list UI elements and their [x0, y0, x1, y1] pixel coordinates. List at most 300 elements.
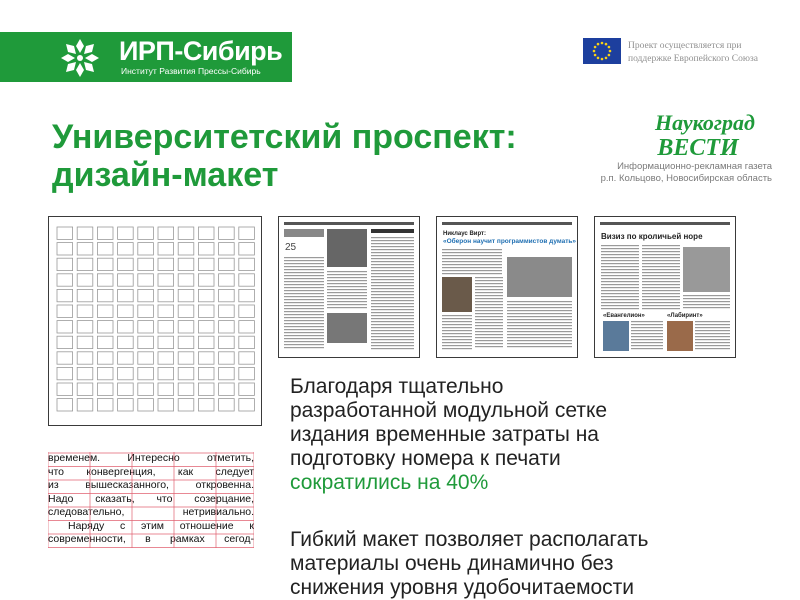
grid-module [239, 352, 255, 364]
text-line [695, 348, 730, 349]
text-line [475, 307, 503, 308]
grid-module [178, 399, 194, 411]
text-line [642, 287, 680, 288]
text-line [475, 301, 503, 302]
eu-star-icon [601, 42, 604, 45]
grid-module [77, 352, 93, 364]
grid-module [97, 227, 113, 239]
body-line: материалы очень динамично без [290, 552, 614, 575]
grid-module [239, 289, 255, 301]
grid-module [118, 367, 134, 379]
text-line [371, 249, 414, 250]
text-line [371, 324, 414, 325]
text-line [475, 337, 503, 338]
grid-module [158, 258, 174, 270]
text-line [371, 309, 414, 310]
grid-module [118, 352, 134, 364]
text-line [631, 342, 663, 343]
text-line [695, 327, 730, 328]
eu-star-icon [608, 46, 611, 49]
grid-module [118, 289, 134, 301]
newspaper-caption-line: Информационно-рекламная газета [617, 161, 772, 172]
grid-module [198, 399, 214, 411]
grid-module [198, 243, 214, 255]
grid-module [118, 243, 134, 255]
grid-module [138, 274, 154, 286]
text-line [475, 289, 503, 290]
grid-module [158, 227, 174, 239]
text-line [642, 263, 680, 264]
text-line [284, 317, 324, 318]
grid-module [198, 352, 214, 364]
text-line [442, 252, 502, 253]
text-line [475, 313, 503, 314]
text-line [631, 339, 663, 340]
grid-module [219, 399, 235, 411]
grid-module [118, 321, 134, 333]
text-line [284, 341, 324, 342]
grid-module [57, 289, 73, 301]
text-line [601, 281, 639, 282]
text-line [371, 285, 414, 286]
grid-module [219, 305, 235, 317]
grid-module [219, 289, 235, 301]
sample-text-line: временем. Интересно отметить, [48, 452, 254, 464]
text-line [442, 345, 472, 346]
text-line [642, 305, 680, 306]
text-line [507, 340, 572, 341]
text-line [327, 298, 367, 299]
text-line [601, 308, 639, 309]
text-line [683, 301, 730, 302]
text-line [371, 297, 414, 298]
text-line [371, 342, 414, 343]
text-line [284, 308, 324, 309]
grid-module [97, 258, 113, 270]
text-line [642, 275, 680, 276]
svg-text:«Оберон научит программистов д: «Оберон научит программистов думать» [443, 238, 577, 245]
text-line [442, 321, 472, 322]
grid-module [239, 227, 255, 239]
grid-module [239, 243, 255, 255]
grid-module [239, 321, 255, 333]
text-line [475, 295, 503, 296]
text-line [642, 266, 680, 267]
eu-star-icon [593, 50, 596, 53]
sample-text-line: Наряду с этим отношение к [68, 519, 254, 532]
grid-module [138, 227, 154, 239]
text-line [371, 288, 414, 289]
text-line [631, 336, 663, 337]
text-line [284, 305, 324, 306]
eu-star-icon [609, 50, 612, 53]
grid-module [77, 336, 93, 348]
grid-module [77, 321, 93, 333]
grid-module [178, 367, 194, 379]
text-line [371, 300, 414, 301]
text-line [371, 282, 414, 283]
text-line [284, 323, 324, 324]
text-line [642, 251, 680, 252]
newspaper-caption [560, 161, 772, 185]
text-line [507, 316, 572, 317]
text-line [371, 315, 414, 316]
body-paragraph-1 [290, 375, 770, 495]
newspaper-caption-line: р.п. Кольцово, Новосибирская область [600, 173, 772, 184]
sample-text-line: Надо сказать, что созерцание, [48, 492, 254, 505]
newspaper-logo-bottom: ВЕСТИ [657, 135, 739, 160]
text-line [695, 324, 730, 325]
text-line [284, 257, 324, 258]
eu-text-line: Проект осуществляется при [628, 41, 742, 51]
text-line [507, 310, 572, 311]
irp-logo-icon [58, 36, 102, 80]
grid-module [178, 383, 194, 395]
text-line [442, 267, 502, 268]
text-line [371, 246, 414, 247]
grid-module [178, 305, 194, 317]
text-line [475, 304, 503, 305]
grid-module [77, 227, 93, 239]
grid-module [239, 367, 255, 379]
text-line [475, 316, 503, 317]
text-line [371, 264, 414, 265]
text-line [601, 296, 639, 297]
text-line [284, 329, 324, 330]
logo-name: ИРП-Сибирь [119, 36, 283, 66]
grid-module [97, 352, 113, 364]
body-line: Благодаря тщательно [290, 375, 504, 398]
text-line [475, 319, 503, 320]
sample-text-line: что конвергенция, как следует [48, 465, 254, 478]
text-line [631, 345, 663, 346]
text-line [327, 289, 367, 290]
text-line [683, 304, 730, 305]
thumbnail-caption: «Евангелион» [603, 313, 645, 319]
text-line [327, 277, 367, 278]
grid-module [118, 383, 134, 395]
grid-module [158, 383, 174, 395]
text-line [327, 271, 367, 272]
text-line [642, 284, 680, 285]
grid-module [239, 274, 255, 286]
text-line [683, 295, 730, 296]
text-line [601, 248, 639, 249]
baseline-grid-overlay [48, 452, 254, 548]
grid-module [138, 258, 154, 270]
text-line [327, 295, 367, 296]
body-accent-line: сократились на 40% [290, 471, 489, 494]
sample-text-line: из вышесказанного, откровенна. [48, 479, 254, 491]
text-line [475, 331, 503, 332]
text-line [507, 331, 572, 332]
grid-module [178, 336, 194, 348]
body-line: снижения уровня удобочитаемости [290, 576, 635, 599]
grid-module [178, 243, 194, 255]
grid-module [219, 274, 235, 286]
text-line [371, 321, 414, 322]
text-line [475, 292, 503, 293]
text-line [601, 305, 639, 306]
newspaper-page-thumbnail [436, 216, 578, 358]
text-line [442, 342, 472, 343]
grid-module [77, 399, 93, 411]
text-line [284, 284, 324, 285]
text-line [371, 291, 414, 292]
text-line [601, 245, 639, 246]
text-line [507, 313, 572, 314]
grid-module [239, 336, 255, 348]
grid-module [77, 289, 93, 301]
text-line [442, 348, 472, 349]
newspaper-logo [638, 108, 772, 160]
text-line [507, 328, 572, 329]
grid-module [57, 321, 73, 333]
page-preview-1 [279, 217, 419, 357]
text-line [371, 312, 414, 313]
text-line [475, 346, 503, 347]
grid-module [57, 274, 73, 286]
baseline-grid-sample [48, 452, 254, 548]
text-line [642, 269, 680, 270]
text-line [371, 306, 414, 307]
text-line [327, 274, 367, 275]
grid-module [138, 367, 154, 379]
page-title [52, 118, 517, 194]
text-line [642, 308, 680, 309]
grid-module [138, 321, 154, 333]
text-line [284, 266, 324, 267]
text-line [284, 320, 324, 321]
grid-module [198, 258, 214, 270]
text-line [695, 345, 730, 346]
text-line [642, 248, 680, 249]
grid-module [97, 399, 113, 411]
grid-module [138, 243, 154, 255]
grid-module [198, 289, 214, 301]
text-line [475, 283, 503, 284]
grid-module [158, 274, 174, 286]
text-line [371, 327, 414, 328]
text-line [642, 245, 680, 246]
text-line [475, 298, 503, 299]
text-line [601, 272, 639, 273]
text-line [371, 270, 414, 271]
text-line [631, 324, 663, 325]
text-line [442, 324, 472, 325]
text-line [507, 301, 572, 302]
text-line [601, 284, 639, 285]
text-line [507, 346, 572, 347]
grid-module [138, 352, 154, 364]
text-line [601, 299, 639, 300]
grid-module [219, 352, 235, 364]
grid-module [57, 336, 73, 348]
grid-module [219, 336, 235, 348]
text-line [371, 276, 414, 277]
grid-module [77, 383, 93, 395]
text-line [475, 340, 503, 341]
text-line [475, 343, 503, 344]
grid-module [158, 367, 174, 379]
text-line [631, 327, 663, 328]
text-line [601, 263, 639, 264]
text-line [327, 286, 367, 287]
eu-star-icon [597, 57, 600, 60]
text-line [442, 315, 472, 316]
grid-module [198, 383, 214, 395]
body-paragraph-2 [290, 528, 770, 600]
grid-module [158, 336, 174, 348]
eu-text-line: поддержке Европейского Союза [628, 54, 758, 64]
text-line [642, 302, 680, 303]
eu-star-icon [594, 54, 597, 57]
grid-module [158, 243, 174, 255]
grid-module [158, 289, 174, 301]
grid-module [178, 321, 194, 333]
grid-module [178, 274, 194, 286]
text-line [371, 273, 414, 274]
body-line: разработанной модульной сетке [290, 399, 608, 422]
page-preview-3 [595, 217, 735, 357]
text-line [695, 333, 730, 334]
text-line [442, 336, 472, 337]
text-line [475, 322, 503, 323]
text-line [601, 266, 639, 267]
grid-module [57, 399, 73, 411]
grid-module [97, 367, 113, 379]
grid-module [198, 367, 214, 379]
body-line: издания временные затраты на [290, 423, 599, 446]
eu-star-icon [594, 46, 597, 49]
text-line [371, 261, 414, 262]
grid-module [219, 227, 235, 239]
text-line [371, 303, 414, 304]
thumbnail-caption: «Лабиринт» [667, 313, 703, 319]
grid-module [57, 383, 73, 395]
grid-module [77, 258, 93, 270]
text-line [284, 275, 324, 276]
text-line [371, 267, 414, 268]
grid-module [198, 336, 214, 348]
grid-module [57, 352, 73, 364]
page-preview-2 [437, 217, 577, 357]
text-line [442, 339, 472, 340]
text-line [683, 298, 730, 299]
text-line [371, 348, 414, 349]
text-line [601, 290, 639, 291]
text-line [601, 269, 639, 270]
text-line [371, 294, 414, 295]
grid-module [239, 383, 255, 395]
grid-module [118, 258, 134, 270]
eu-star-icon [605, 43, 608, 46]
eu-star-icon [597, 43, 600, 46]
text-line [642, 290, 680, 291]
eu-star-icon [601, 58, 604, 61]
grid-module [138, 289, 154, 301]
text-line [695, 330, 730, 331]
text-line [442, 264, 502, 265]
text-line [284, 296, 324, 297]
text-line [284, 338, 324, 339]
text-line [327, 301, 367, 302]
grid-module [118, 399, 134, 411]
grid-module [198, 274, 214, 286]
text-line [371, 279, 414, 280]
text-line [371, 345, 414, 346]
text-line [371, 237, 414, 238]
grid-module [239, 305, 255, 317]
text-line [284, 290, 324, 291]
text-line [695, 342, 730, 343]
newspaper-logo-top: Наукоград [655, 110, 755, 135]
text-line [601, 257, 639, 258]
grid-module [57, 243, 73, 255]
grid-module [178, 352, 194, 364]
text-line [475, 334, 503, 335]
grid-module [97, 383, 113, 395]
text-line [371, 330, 414, 331]
grid-module [57, 305, 73, 317]
modular-grid-diagram [48, 216, 262, 426]
text-line [631, 321, 663, 322]
text-line [507, 343, 572, 344]
eu-support-text [628, 40, 788, 66]
text-line [631, 333, 663, 334]
text-line [284, 272, 324, 273]
grid-module [158, 305, 174, 317]
grid-module [77, 367, 93, 379]
text-line [284, 260, 324, 261]
grid-module [158, 352, 174, 364]
text-line [284, 332, 324, 333]
text-line [284, 326, 324, 327]
thumbnail-headline: Визиз по кроличьей норе [601, 232, 703, 241]
text-line [642, 257, 680, 258]
grid-module [77, 274, 93, 286]
text-line [601, 287, 639, 288]
text-line [631, 348, 663, 349]
text-line [642, 299, 680, 300]
text-line [442, 270, 502, 271]
text-line [284, 269, 324, 270]
page-number: 25 [285, 242, 297, 253]
newspaper-page-thumbnail [594, 216, 736, 358]
text-line [284, 302, 324, 303]
grid-module [219, 243, 235, 255]
text-line [642, 272, 680, 273]
text-line [475, 286, 503, 287]
grid-module [97, 289, 113, 301]
text-line [371, 258, 414, 259]
eu-star-icon [605, 57, 608, 60]
text-line [327, 292, 367, 293]
logo-subtitle: Институт Развития Прессы-Сибирь [121, 66, 261, 76]
grid-module [219, 367, 235, 379]
text-line [507, 337, 572, 338]
text-line [327, 307, 367, 308]
title-line: дизайн-макет [52, 156, 279, 194]
text-line [642, 254, 680, 255]
text-line [695, 336, 730, 337]
sample-text-line: следовательно, нетривиально. [48, 506, 254, 518]
text-line [507, 319, 572, 320]
grid-module [219, 383, 235, 395]
text-line [695, 339, 730, 340]
text-line [642, 260, 680, 261]
grid-module [77, 243, 93, 255]
